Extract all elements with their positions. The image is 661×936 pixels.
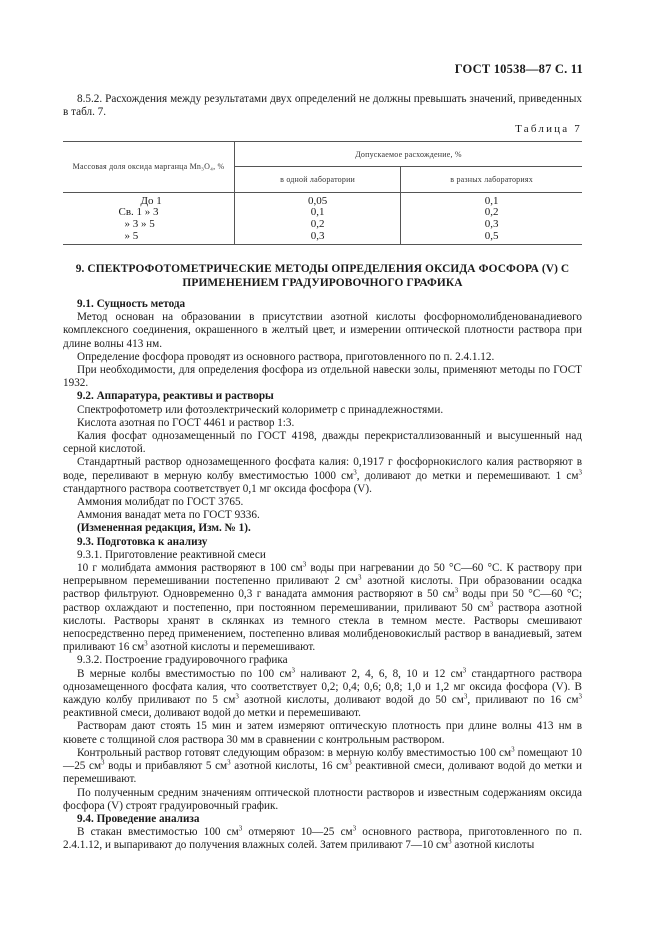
table-cell: 0,3 [235, 231, 401, 245]
paragraph: По полученным средним значениям оптической плотности растворов и известным содержаниям оксида фосфора (V) строят градуировочный график. [63, 786, 582, 812]
text: раствора азотной кислоты. Растворы хранят в склянках из темного стекла в темном месте. Растворы смешивают непосредственно перед применением, постепенно вливая молибденовокислый раствор в ванадиевый, затем приливают 16 см [63, 601, 582, 654]
text: воды при нагревании до 50 °С—60 °С. К раствору при непрерывном перемешивании постепенно приливают 2 см [63, 562, 582, 588]
superscript: 3 [358, 573, 362, 582]
superscript: 3 [101, 758, 105, 767]
superscript: 3 [463, 692, 468, 701]
text: стандартного раствора соответствует 0,1 мг оксида фосфора (V). [63, 482, 372, 495]
superscript: 3 [291, 665, 296, 674]
paragraph-8-5-2: 8.5.2. Расхождения между результатами двух определений не должны превышать значений, приведенных в табл. 7. [63, 93, 582, 119]
superscript: 3 [238, 824, 243, 833]
superscript: 3 [448, 837, 452, 846]
superscript: 3 [578, 692, 582, 701]
text: основного раствора, приготовленного по п. 2.4.1.12, и выпаривают до получения влажных солей. Затем приливают 7—10 см [63, 826, 582, 852]
subsection-9-1-heading: 9.1. Сущность метода [77, 297, 186, 310]
text: В стакан вместимостью 100 см [77, 826, 239, 839]
paragraph: Метод основан на образовании в присутствии азотной кислоты фосфорномолибденованадиевого комплексного соединения, окрашенного в желтый цвет, и измерении оптической плотности раствора при длине волны 413 нм. [63, 311, 582, 350]
document-body [63, 93, 582, 853]
page-header: ГОСТ 10538—87 С. 11 [454, 62, 583, 76]
paragraph: Определение фосфора проводят из основного раствора, приготовленного по п. 2.4.1.12. [77, 350, 495, 363]
paragraph: Калия фосфат однозамещенный по ГОСТ 4198, дважды перекристаллизованный и высушенный над серной кислотой. [63, 430, 582, 456]
superscript: 3 [462, 665, 467, 674]
table-header-mass-fraction [63, 141, 235, 192]
section-9-title: 9. СПЕКТРОФОТОМЕТРИЧЕСКИЕ МЕТОДЫ ОПРЕДЕЛЕНИЯ ОКСИДА ФОСФОРА (V) С ПРИМЕНЕНИЕМ ГРАДУИРОВОЧНОГО ГРАФИКА [75, 263, 570, 289]
table-cell: 0,2 [235, 219, 401, 231]
paragraph [63, 826, 582, 852]
paragraph: Аммония ванадат мета по ГОСТ 9336. [77, 509, 260, 522]
paragraph [63, 747, 582, 787]
table-cell: 0,3 [484, 217, 499, 230]
table-row [63, 219, 582, 231]
subsection-9-4-heading: 9.4. Проведение анализа [77, 812, 200, 825]
text: В мерные колбы вместимостью по 100 см [77, 667, 292, 680]
superscript: 3 [352, 824, 357, 833]
paragraph: При необходимости, для определения фосфора из отдельной навески золы, применяют методы по ГОСТ 1932. [63, 364, 582, 390]
superscript: 3 [348, 758, 352, 767]
paragraph: Аммония молибдат по ГОСТ 3765. [77, 496, 244, 509]
text: отмеряют 10—25 см [242, 826, 353, 839]
table-7 [63, 141, 582, 246]
paragraph [63, 665, 582, 721]
paragraph [63, 456, 582, 496]
table-header-one-lab: в одной лаборатории [235, 167, 401, 193]
paragraph [63, 562, 582, 654]
text: наливают 2, 4, 6, 8, 10 и 12 см [295, 667, 463, 680]
superscript: 3 [353, 467, 357, 476]
subsection-9-3-heading: 9.3. Подготовка к анализу [77, 535, 208, 548]
superscript: 3 [302, 560, 307, 569]
text: Стандартный раствор однозамещенного фосфата калия: 0,1917 г фосфорнокислого калия растворяют в воде, переливают в мерную колбу вместимостью 1000 см [63, 456, 582, 482]
superscript: 3 [511, 745, 515, 754]
table-cell: 0,1 [235, 207, 401, 219]
subsection-9-2-heading: 9.2. Аппаратура, реактивы и растворы [77, 390, 274, 403]
text: реактивной смеси, доливают водой до метки и перемешивают. [63, 760, 583, 786]
text: воды и прибавляют 5 см [104, 760, 228, 773]
paragraph: 9.3.2. Построение градуировочного графика [77, 654, 288, 667]
table-cell: 0,2 [484, 206, 499, 219]
superscript: 3 [227, 758, 231, 767]
table-row [63, 192, 582, 207]
table-cell: 0,5 [401, 231, 582, 245]
table-header-different-labs: в разных лабораториях [401, 167, 582, 193]
superscript: 3 [578, 467, 582, 476]
text: азотной кислоты, 16 см [230, 760, 349, 773]
text: , приливают по 16 см [467, 694, 579, 707]
text: стандартного раствора однозамещенного фосфата калия, что соответствует 0,2; 0,4; 0,6; 0,8; 1,0 и 1,2 мг оксида фосфора (V). В каждую колбу приливают по 5 см [63, 667, 582, 707]
table-header-mass-fraction-text: Массовая доля оксида марганца Mn₃O₄, % [72, 161, 225, 171]
text: , доливают до метки и перемешивают. 1 см [356, 469, 579, 482]
paragraph: Спектрофотометр или фотоэлектрический колориметр с принадлежностями. [77, 403, 444, 416]
table-header-allowed-discrepancy: Допускаемое расхождение, % [235, 141, 583, 167]
paragraph: 9.3.1. Приготовление реактивной смеси [77, 548, 266, 561]
text: 10 г молибдата аммония растворяют в 100 см [77, 562, 303, 575]
table-cell: До 1 [140, 194, 162, 207]
table-cell: 0,05 [235, 192, 401, 207]
text: азотной кислоты [451, 839, 535, 852]
superscript: 3 [235, 692, 239, 701]
text: азотной кислоты и перемешивают. [147, 641, 316, 654]
paragraph: Кислота азотная по ГОСТ 4461 и раствор 1:3. [77, 416, 295, 429]
table-cell: » 3 » 5 [124, 217, 155, 230]
table-caption: Таблица 7 [515, 123, 582, 136]
text: Контрольный раствор готовят следующим образом: в мерную колбу вместимостью 100 см [77, 746, 512, 759]
amendment-note: (Измененная редакция, Изм. № 1). [77, 522, 251, 535]
superscript: 3 [144, 639, 148, 648]
text: помещают 10—25 см [63, 746, 583, 773]
text: азотной кислоты. При образовании осадка раствор фильтруют. Одновременно 0,3 г ванадата аммония растворяют в 50 см [63, 575, 582, 601]
text: реактивной смеси, доливают водой до метки и перемешивают. [63, 707, 361, 720]
table-cell: 0,1 [484, 194, 499, 207]
superscript: 3 [489, 599, 494, 608]
text: воды при 50 °С—60 °С; раствор охлаждают и постепенно, при постоянном перемешивании, приливают 50 см [63, 588, 582, 614]
table-cell: Св. 1 » 3 [118, 206, 159, 219]
table-cell: » 5 [124, 229, 139, 242]
text: азотной кислоты, доливают водой до 50 см [238, 694, 464, 707]
table-row [63, 231, 582, 245]
paragraph: Растворам дают стоять 15 мин и затем измеряют оптическую плотность при длине волны 413 нм в кювете с толщиной слоя раствора 30 мм в сравнении с контрольным раствором. [63, 720, 582, 746]
superscript: 3 [454, 586, 459, 595]
